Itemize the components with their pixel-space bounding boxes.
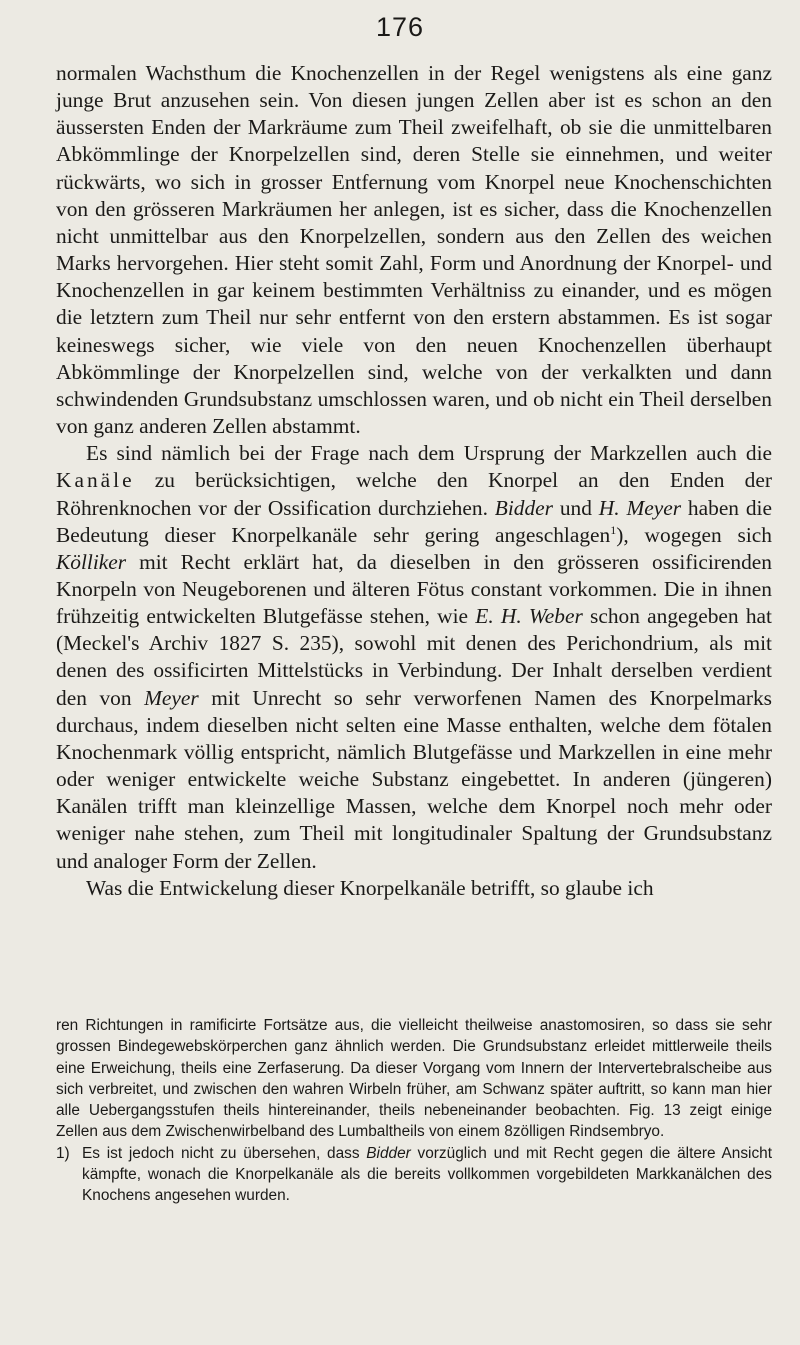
footnote-1: 1) Es ist jedoch nicht zu übersehen, dass Bidder vorzüglich und mit Recht gegen die ältere Ansicht kämpfte, wonach die Knorpelkanäle als die bereits vollkommen vorgebildeten Markkanälchen des Knochens angesehen wurden. bbox=[56, 1144, 772, 1205]
paragraph-1: normalen Wachsthum die Knochenzellen in der Regel wenigstens als eine ganz junge Brut anzusehen sein. Von diesen jungen Zellen aber ist es schon an den äussersten Enden der Markräume zum Theil zweifelhaft, ob sie die unmittelbaren Abkömmlinge der Knorpelzellen sind, deren Stelle sie einnehmen, und weiter rückwärts, wo sich in grosser Entfernung vom Knorpel neue Knochenschichten von den grösseren Markräumen her anlegen, ist es sicher, dass die Knochenzellen nicht unmittelbar aus den Knorpelzellen, sondern aus den Zellen des weichen Marks hervorgehen. Hier steht somit Zahl, Form und Anordnung der Knorpel- und Knochenzellen in gar keinem bestimmten Verhältniss zu einander, und es mögen die letztern zum Theil nur sehr entfernt von den erstern abstammen. Es ist sogar keineswegs sicher, wie viele von den neuen Knochenzellen überhaupt Abkömmlinge der Knorpelzellen sind, welche von der verkalkten und dann schwindenden Grundsubstanz umschlossen waren, und ob nicht ein Theil derselben von ganz anderen Zellen abstammt. bbox=[56, 61, 772, 439]
author-bidder: Bidder bbox=[494, 495, 553, 520]
footnote-author-bidder: Bidder bbox=[366, 1144, 411, 1162]
footnote-continuation: ren Richtungen in ramificirte Fortsätze aus, die vielleicht theilweise anastomosiren, so dass sie sehr grossen Bindegewebskörperchen ganz ähnlich werden. Die Grundsubstanz erleidet mittlerweile theils eine Erweichung, theils eine Zerfaserung. Da dieser Vorgang vom Innern der Intervertebralscheibe aus sich verbreitet, und zwischen den wahren Wirbeln früher, am Schwanz später auftritt, so kann man hier alle Uebergangsstufen theils hintereinander, theils nebeneinander beobachten. Fig. 13 zeigt einige Zellen aus dem Zwischenwirbelband des Lumbaltheils von einem 8zölligen Rindsembryo. bbox=[56, 1017, 772, 1141]
footnote-ref-1: 1 bbox=[610, 522, 617, 537]
page-number: 176 bbox=[375, 12, 425, 42]
author-h-meyer: H. Meyer bbox=[598, 495, 682, 520]
paragraph-3: Was die Entwickelung dieser Knorpelkanäle betrifft, so glaube ich bbox=[86, 875, 654, 900]
paragraph-2: Es sind nämlich bei der Frage nach dem Ursprung der Markzellen auch die Kanäle zu berücksichtigen, welche den Knorpel an den Enden der Röhrenknochen vor der Ossification durchziehen. Bidder und H. Meyer haben die Bedeutung dieser Knorpelkanäle sehr gering angeschlagen$^1$), wogegen sich Kölliker mit Recht erklärt hat, da dieselben in den grösseren ossificirenden Knorpeln von Neugeborenen und älteren Fötus constant vorkommen. Die in ihnen frühzeitig entwickelten Blutgefässe stehen, wie E. H. Weber schon angegeben hat (Meckel's Archiv 1827 S. 235), sowohl mit denen des Perichondrium, als mit denen des ossificirten Mittelstücks in Verbindung. Der Inhalt derselben verdient den von Meyer mit Unrecht so sehr verworfenen Namen des Knorpelmarks durchaus, indem dieselben nicht selten eine Masse enthalten, welche dem fötalen Knochenmark völlig entspricht, nämlich Blutgefässe und Markzellen in eine mehr oder weniger entwickelte weiche Substanz eingebettet. In anderen (jüngeren) Kanälen trifft man kleinzellige Massen, welche dem Knorpel noch mehr oder weniger nahe stehen, zum Theil mit longitudinaler Spaltung der Grundsubstanz und analoger Form der Zellen. bbox=[56, 441, 772, 873]
author-meyer: Meyer bbox=[144, 685, 199, 710]
footnote-1-mark: 1) bbox=[56, 1144, 70, 1162]
footnotes bbox=[56, 1015, 772, 1207]
emphasis-kanaele: Kanäle bbox=[56, 468, 135, 493]
body-text bbox=[56, 60, 772, 902]
author-e-h-weber: E. H. Weber bbox=[475, 604, 583, 629]
author-koelliker: Kölliker bbox=[56, 549, 127, 574]
